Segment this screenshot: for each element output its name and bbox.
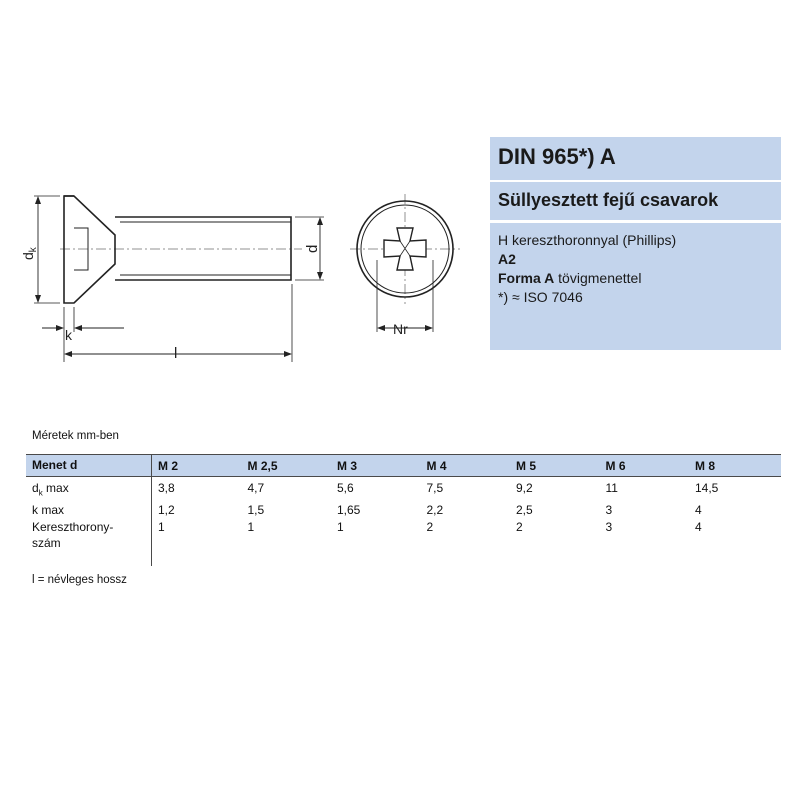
product-description — [490, 223, 781, 350]
table-header-cell: M 3 — [337, 458, 358, 473]
table-header-row — [26, 454, 781, 477]
table-cell: 1 — [247, 520, 255, 535]
table-cell: 5,6 — [337, 481, 354, 495]
drawing-label-d: d — [304, 244, 321, 253]
table-row — [26, 477, 781, 501]
description-line-form: Forma A tövigmenettel — [498, 270, 642, 286]
drawing-label-k: k — [65, 327, 72, 343]
table-header-cell: M 2 — [158, 458, 179, 473]
table-cell: 1,5 — [247, 503, 265, 518]
description-line-iso: *) ≈ ISO 7046 — [498, 289, 583, 305]
table-cell: 4 — [695, 503, 702, 518]
table-header-cell: M 4 — [426, 458, 447, 473]
table-cell: 3,8 — [158, 481, 175, 495]
product-title: DIN 965*) A — [490, 137, 781, 180]
table-cell: 2 — [426, 520, 434, 535]
table-cell: 3 — [605, 520, 613, 535]
table-header-cell: M 8 — [695, 458, 716, 473]
drawing-label-l: l — [174, 345, 178, 362]
table-header-cell: M 5 — [516, 458, 537, 473]
table-cell: 1,2 — [158, 503, 175, 518]
dimensions-table — [26, 454, 781, 566]
table-header-label: Menet d — [26, 455, 152, 476]
table-cell: 4,7 — [247, 481, 265, 495]
table-cell: 11 — [605, 481, 618, 495]
row-label-dk: $d_k$ max — [26, 477, 152, 501]
table-cell: 2 — [516, 520, 523, 535]
drawing-label-nr: Nr — [393, 321, 408, 337]
description-line-drive: H kereszthoronnyal (Phillips) — [498, 232, 677, 248]
table-header-cell: M 6 — [605, 458, 626, 473]
table-cell: 3 — [605, 503, 613, 518]
table-cell: 1 — [337, 520, 344, 535]
drawing-label-dk: $d_k$ — [20, 247, 39, 260]
table-cell: 2,2 — [426, 503, 444, 518]
units-note: Méretek mm-ben — [32, 430, 119, 442]
table-cell: 1 — [158, 520, 165, 535]
table-cell: 7,5 — [426, 481, 444, 495]
table-cell: 4 — [695, 520, 702, 535]
row-label-k: k max — [26, 501, 152, 518]
footnote: l = névleges hossz — [32, 574, 127, 586]
table-cell: 2,5 — [516, 503, 533, 518]
table-cell: 1,65 — [337, 503, 361, 518]
table-cell: 14,5 — [695, 481, 719, 495]
table-header-cell: M 2,5 — [247, 458, 278, 473]
product-subtitle: Süllyesztett fejű csavarok — [490, 182, 781, 220]
product-info-panel — [490, 137, 781, 350]
table-row — [26, 518, 781, 566]
screw-technical-drawing — [20, 180, 460, 370]
table-row — [26, 501, 781, 518]
row-label-recess-number: Kereszthorony- szám — [26, 518, 152, 566]
description-line-material: A2 — [498, 251, 516, 267]
table-cell: 9,2 — [516, 481, 533, 495]
